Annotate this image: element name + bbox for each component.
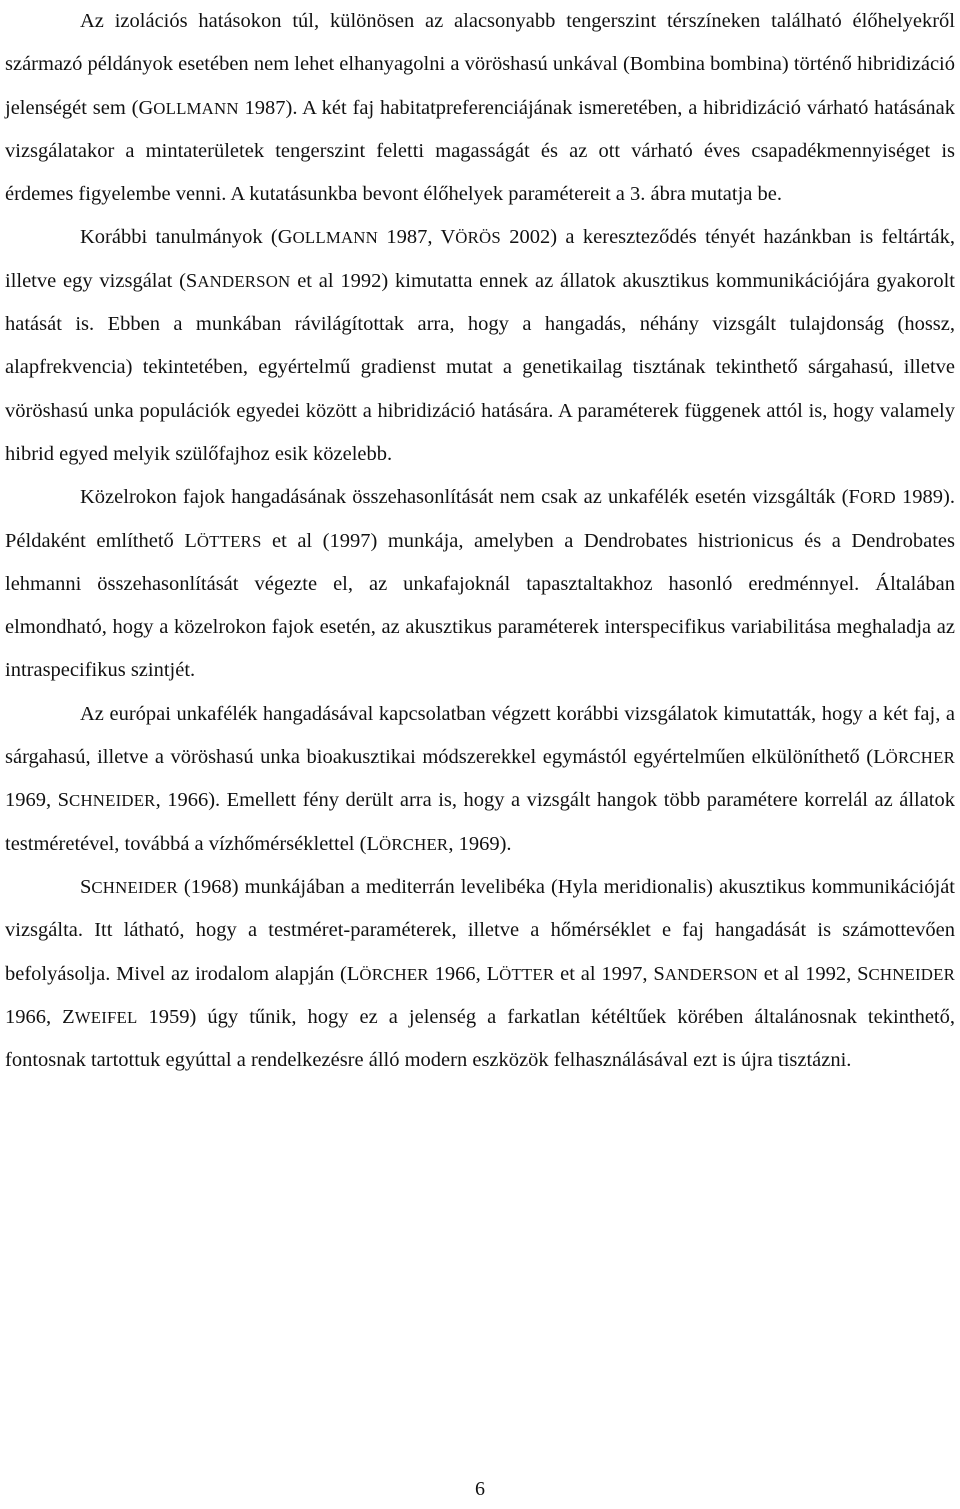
text-run: S [857,962,869,985]
text-run: et al 1992, [757,962,858,985]
text-run: G [138,96,154,119]
small-caps-name: ÖRCHER [885,748,955,768]
text-run: 1987, [377,226,441,249]
text-run: , 1969). [448,832,512,855]
text-run: G [277,226,293,249]
text-run: Az európai unkafélék hangadásával kapcsolatban végzett korábbi vizsgálatok kimutatták, hogy a két faj, a sárgahasú, illetve a vöröshasú unka bioakusztikai módszerekkel egymástól egyértelműen elkülöníthető ( [5,702,955,769]
small-caps-name: ÖRCHER [378,834,449,854]
text-run: S [653,962,665,985]
small-caps-name: OLLMANN [292,228,378,248]
text-run: Az izolációs hatásokon túl, különösen az alacsonyabb tengerszint térszíneken található élőhelyekről származó példányok esetében nem lehet elhanyagolni a vöröshasú unkával (Bombina bombina) történő hibridizáció jelenségét sem ( [5,10,955,119]
small-caps-name: CHNEIDER [868,964,955,984]
small-caps-name: ANDERSON [664,964,758,984]
text-run: et al (1997) munkája, amelyben a Dendrobates histrionicus és a Dendrobates lehmanni összehasonlítását végezte el, az unkafajoknál tapasztaltakhoz hasonló eredménnyel. Általában elmondható, hogy a közelrokon fajok esetén, az akusztikus paraméterek interspecifikus variabilitása meghaladja az intraspecifikus szintjét. [5,529,955,682]
small-caps-name: CHNEIDER [91,877,178,897]
text-run: S [57,789,70,812]
text-run: S [185,269,198,292]
small-caps-name: ÖRCHER [359,964,429,984]
text-run: , 1966). Emellett fény derült arra is, hogy a vizsgált hangok több paramétere korrelál az állatok testméretével, továbbá a vízhőmérséklettel ( [5,789,955,855]
text-run: 1987). A két faj habitatpreferenciájának ismeretében, a hibridizáció várható hatásának vizsgálatakor a mintaterületek tengerszint feletti magasságát és az ott várható éves csapadékmennyiséget is érdemes figyelembe venni. A kutatásunkba bevont élőhelyek paramétereit a 3. ábra mutatja be. [5,96,955,206]
text-run: 2002) a kereszteződés tényét hazánkban is feltárták, illetve egy vizsgálat ( [5,226,955,292]
text-run: F [848,486,860,509]
text-run: L [184,529,197,552]
text-run: S [80,875,92,898]
paragraph [5,693,955,866]
small-caps-name: ÖTTER [499,964,555,984]
page-number: 6 [475,1478,485,1500]
text-run: 1959) úgy tűnik, hogy ez a jelenség a farkatlan kétéltűek körében általánosnak tekinthető, fontosnak tartottuk egyúttal a rendelkezésre álló modern eszközök felhasználásával ezt is újra tisztázni. [5,1005,956,1072]
paragraph [5,216,955,476]
small-caps-name: ÖTTERS [196,531,262,551]
text-run: L [873,746,886,769]
text-run: L [486,962,500,985]
small-caps-name: ÖRÖS [455,228,501,248]
small-caps-name: ORD [859,488,896,508]
text-run: et al 1992) kimutatta ennek az állatok akusztikus kommunikációjára gyakorolt hatását is. Ebben a munkában rávilágítottak arra, hogy a hangadás, néhány vizsgált tulajdonság (hossz, alapfrekvencia) tekintetében, egyértelmű gradienst mutat a genetikailag tisztának tekinthető sárgahasú, illetve vöröshasú unka populációk egyedei között a hibridizáció hatására. A paraméterek függenek attól is, hogy valamely hibrid egyed melyik szülőfajhoz esik közelebb. [5,269,955,465]
paragraph [5,476,955,692]
text-run: 1969, [5,789,58,812]
small-caps-name: ANDERSON [197,271,291,291]
text-run: Korábbi tanulmányok ( [80,226,278,249]
document-body [5,0,955,1082]
small-caps-name: WEIFEL [74,1007,138,1027]
text-run: 1966, [5,1005,63,1028]
text-run: 1966, [428,962,487,985]
paragraph [5,866,955,1082]
text-run: Z [62,1005,75,1028]
text-run: (1968) munkájában a mediterrán levelibéka (Hyla meridionalis) akusztikus kommunikációját vizsgálta. Itt látható, hogy a testméret-paraméterek, illetve a hőmérséklet e faj hangadását is számottevően befolyásolja. Mivel az irodalom alapján ( [5,875,955,985]
text-run: L [366,832,379,855]
small-caps-name: OLLMANN [153,98,239,118]
text-run: et al 1997, [554,962,654,985]
text-run: 1989). Példaként említhető [5,486,956,552]
paragraph [5,0,955,216]
text-run: V [440,226,456,249]
text-run: L [346,962,360,985]
text-run: Közelrokon fajok hangadásának összehasonlítását nem csak az unkafélék esetén vizsgálták ( [80,486,849,509]
small-caps-name: CHNEIDER [69,791,156,811]
